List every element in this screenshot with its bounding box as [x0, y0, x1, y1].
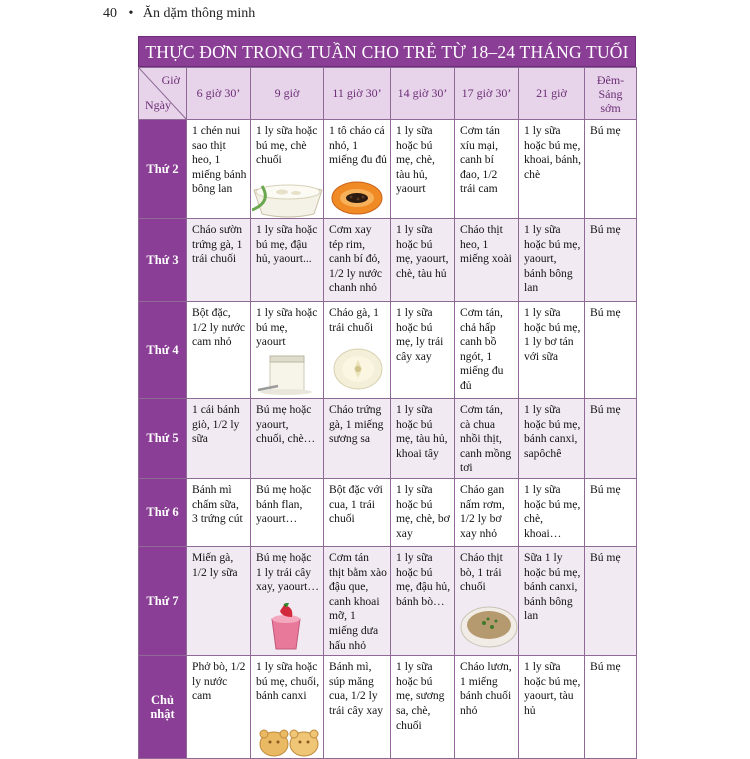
meal-text: Cháo sườn trứng gà, 1 trái chuối: [192, 223, 243, 266]
meal-cell: [324, 120, 391, 219]
meal-text: Cơm xay tép rim, canh bí đỏ, 1/2 ly nước chanh nhỏ: [329, 223, 382, 295]
meal-cell: [455, 302, 519, 399]
meal-text: Cháo lươn, 1 miếng bánh chuối nhỏ: [460, 660, 512, 717]
meal-cell: [455, 399, 519, 479]
meal-text: 1 ly sữa hoặc bú mẹ, yaourt, chè, tàu hủ: [396, 223, 449, 280]
meal-text: Bú mẹ hoặc 1 ly trái cây xay, yaourt…: [256, 550, 319, 594]
meal-cell: [391, 302, 455, 399]
meal-cell: [391, 546, 455, 655]
meal-text: Bột đặc, 1/2 ly nước cam nhỏ: [192, 306, 245, 349]
meal-cell: [391, 478, 455, 546]
meal-cell: [455, 656, 519, 759]
meal-cell: [251, 219, 324, 302]
meal-text: 1 ly sữa hoặc bú mẹ, tàu hủ, khoai tây: [396, 403, 448, 460]
meal-text: 1 ly sữa hoặc bú mẹ, đậu hủ, bánh bò…: [396, 550, 451, 608]
meal-text: Bú mẹ: [590, 550, 621, 564]
meal-text: 1 ly sữa hoặc bú mẹ, 1 ly bơ tán với sữa: [524, 306, 581, 363]
meal-cell: [187, 399, 251, 479]
meal-text: Bú mẹ: [590, 403, 621, 416]
meal-text: Bú mẹ: [590, 660, 621, 674]
day-label: Thứ 2: [139, 120, 187, 219]
meal-text: 1 cái bánh giò, 1/2 ly sữa: [192, 403, 240, 446]
banana-slice-bowl-icon: [333, 348, 383, 395]
meal-cell: [324, 399, 391, 479]
meal-text: 1 ly sữa hoặc bú mẹ, chuối, bánh canxi: [256, 660, 320, 703]
meal-cell: [391, 399, 455, 479]
table-row: [139, 478, 637, 546]
meal-text: 1 ly sữa hoặc bú mẹ, sương sa, chè, chuối: [396, 660, 445, 732]
meal-text: 1 ly sữa hoặc bú mẹ, chè, khoai…: [524, 482, 581, 540]
meal-text: Cháo gà, 1 trái chuối: [329, 306, 379, 334]
meal-text: Bú mẹ: [590, 482, 621, 496]
meal-cell: [585, 120, 637, 219]
meal-text: Cơm tán, cà chua nhồi thịt, canh mồng tơi: [460, 403, 512, 475]
meal-text: Cháo trứng gà, 1 miếng sương sa: [329, 403, 384, 446]
meal-text: 1 ly sữa hoặc bú mẹ, khoai, bánh, chè: [524, 124, 581, 181]
meal-cell: [519, 302, 585, 399]
meal-cell: [455, 546, 519, 655]
meal-text: Bánh mì chấm sữa, 3 trứng cút: [192, 482, 243, 526]
meal-cell: [391, 120, 455, 219]
meal-cell: [391, 219, 455, 302]
meal-cell: [324, 656, 391, 759]
yogurt-jar-icon: [256, 352, 316, 399]
meal-text: 1 tô cháo cá nhỏ, 1 miếng đu đủ: [329, 124, 387, 167]
book-title: Ăn dặm thông minh: [142, 6, 256, 21]
day-label: Thứ 3: [139, 219, 187, 302]
day-label: Thứ 4: [139, 302, 187, 399]
meal-cell: [585, 546, 637, 655]
time-header: 9 giờ: [251, 68, 324, 120]
meal-cell: [585, 478, 637, 546]
meal-text: Bú mẹ hoặc bánh flan, yaourt…: [256, 482, 312, 526]
table-row: [139, 656, 637, 759]
time-header: 11 giờ 30’: [324, 68, 391, 120]
meal-text: Bú mẹ: [590, 306, 621, 319]
table-title: THỰC ĐƠN TRONG TUẦN CHO TRẺ TỪ 18–24 THÁNG TUỔI: [138, 36, 636, 67]
meal-text: Phở bò, 1/2 ly nước cam: [192, 660, 246, 703]
table-row: [139, 302, 637, 399]
meal-text: 1 ly sữa hoặc bú mẹ, chè chuối: [256, 124, 318, 167]
time-header: 6 giờ 30’: [187, 68, 251, 120]
time-header: 17 giờ 30’: [455, 68, 519, 120]
meal-cell: [519, 656, 585, 759]
meal-cell: [585, 302, 637, 399]
corner-cell: [139, 68, 187, 120]
meal-cell: [585, 219, 637, 302]
header-row: [139, 68, 637, 120]
meal-text: 1 chén nui sao thịt heo, 1 miếng bánh bông lan: [192, 124, 247, 196]
meal-text: Miến gà, 1/2 ly sữa: [192, 550, 238, 579]
meal-text: Cơm tán thịt bằm xào đậu que, canh khoai mỡ, 1 miếng dưa hấu nhỏ: [329, 550, 387, 652]
day-label: Thứ 7: [139, 546, 187, 655]
papaya-icon: [331, 180, 383, 219]
meal-text: 1 ly sữa hoặc bú mẹ, yaourt, tàu hủ: [524, 660, 581, 717]
table-row: [139, 399, 637, 479]
running-head: [103, 6, 255, 22]
meal-cell: [251, 478, 324, 546]
meal-cell: [251, 546, 324, 655]
meal-cell: [519, 120, 585, 219]
meal-cell: [585, 656, 637, 759]
corner-time-label: Giờ: [161, 73, 180, 87]
page-number: 40: [103, 6, 117, 21]
meal-text: Bú mẹ hoặc yaourt, chuối, chè…: [256, 403, 316, 446]
table-row: [139, 219, 637, 302]
meal-cell: [519, 478, 585, 546]
time-header: 14 giờ 30’: [391, 68, 455, 120]
corner-day-label: Ngày: [145, 98, 171, 113]
meal-text: Bú mẹ: [590, 124, 621, 137]
meal-cell: [324, 302, 391, 399]
meal-cell: [519, 399, 585, 479]
meal-text: Cơm tán xíu mại, canh bí đao, 1/2 trái cam: [460, 124, 500, 196]
meal-cell: [251, 120, 324, 219]
meal-text: 1 ly sữa hoặc bú mẹ, chè, bơ xay: [396, 482, 450, 540]
meal-text: 1 ly sữa hoặc bú mẹ, ly trái cây xay: [396, 306, 444, 363]
meal-text: Sữa 1 ly hoặc bú mẹ, bánh canxi, bánh bông lan: [524, 550, 581, 623]
meal-cell: [455, 120, 519, 219]
meal-text: 1 ly sữa hoặc bú mẹ, yaourt: [256, 306, 318, 349]
meal-cell: [455, 478, 519, 546]
day-label: Chủ nhật: [139, 656, 187, 759]
meal-text: Bột đặc với cua, 1 trái chuối: [329, 482, 383, 526]
meal-cell: [455, 219, 519, 302]
meal-text: Cơm tán, chả hấp canh bồ ngót, 1 miếng đu đủ: [460, 306, 504, 392]
meal-cell: [187, 219, 251, 302]
table-row: [139, 120, 637, 219]
meal-cell: [187, 302, 251, 399]
meal-cell: [391, 656, 455, 759]
meal-cell: [187, 478, 251, 546]
meal-cell: [519, 219, 585, 302]
meal-text: 1 ly sữa hoặc bú mẹ, bánh canxi, sapôchê: [524, 403, 581, 460]
meal-text: Bánh mì, súp măng cua, 1/2 ly trái cây xay: [329, 660, 384, 717]
pudding-bowl-icon: [252, 180, 324, 219]
meal-text: 1 ly sữa hoặc bú mẹ, chè, tàu hủ, yaourt: [396, 124, 435, 196]
day-label: Thứ 5: [139, 399, 187, 479]
meal-cell: [251, 302, 324, 399]
animal-biscuits-icon: [258, 724, 322, 759]
meal-cell: [324, 546, 391, 655]
meal-cell: [187, 546, 251, 655]
table-row: [139, 546, 637, 655]
meal-cell: [187, 120, 251, 219]
meal-text: 1 ly sữa hoặc bú mẹ, đậu hủ, yaourt...: [256, 223, 318, 266]
meal-cell: [324, 478, 391, 546]
meal-cell: [324, 219, 391, 302]
weekly-menu-table: [138, 67, 637, 759]
bullet: •: [128, 6, 134, 21]
time-header: 21 giờ: [519, 68, 585, 120]
meal-text: Bú mẹ: [590, 223, 621, 236]
day-label: Thứ 6: [139, 478, 187, 546]
meal-text: 1 ly sữa hoặc bú mẹ, yaourt, bánh bông lan: [524, 223, 581, 295]
strawberry-smoothie-icon: [266, 603, 306, 656]
time-header: Đêm-Sáng sớm: [585, 68, 637, 120]
porridge-bowl-icon: [460, 605, 518, 654]
meal-cell: [187, 656, 251, 759]
meal-text: Cháo thịt heo, 1 miếng xoài: [460, 223, 512, 266]
meal-cell: [519, 546, 585, 655]
meal-text: Cháo thịt bò, 1 trái chuối: [460, 550, 503, 594]
meal-cell: [251, 399, 324, 479]
meal-text: Cháo gan nấm rơm, 1/2 ly bơ xay nhỏ: [460, 482, 505, 540]
meal-cell: [251, 656, 324, 759]
meal-cell: [585, 399, 637, 479]
